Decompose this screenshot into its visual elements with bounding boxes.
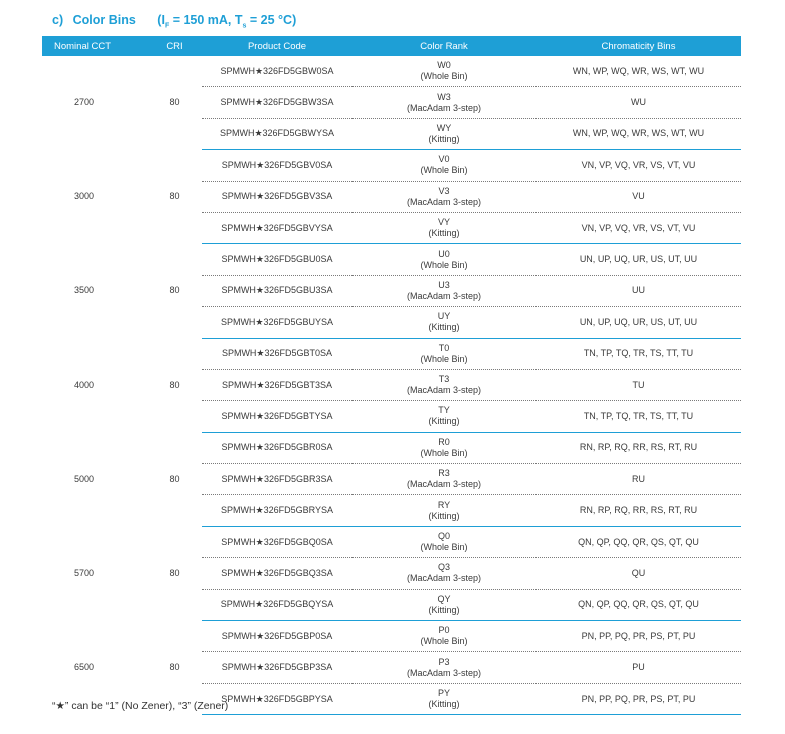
cell-product-code: SPMWH★326FD5GBTYSA (202, 401, 352, 432)
cell-chromaticity-bins: TN, TP, TQ, TR, TS, TT, TU (536, 401, 741, 432)
cell-chromaticity-bins: QN, QP, QQ, QR, QS, QT, QU (536, 526, 741, 557)
color-rank-code: P0 (438, 625, 450, 636)
cell-cri: 80 (169, 191, 180, 202)
cell-color-rank (352, 150, 536, 181)
cell-product-code: SPMWH★326FD5GBP3SA (202, 652, 352, 683)
cell-cri: 80 (169, 473, 180, 484)
cell-product-code: SPMWH★326FD5GBR3SA (202, 464, 352, 495)
color-rank-code: QY (437, 593, 451, 604)
cell-chromaticity-bins: PU (536, 652, 741, 683)
cell-color-rank (352, 558, 536, 589)
cell-product-code: SPMWH★326FD5GBW0SA (202, 56, 352, 87)
color-rank-code: V0 (438, 154, 450, 165)
cell-product-code: SPMWH★326FD5GBV3SA (202, 181, 352, 212)
cell-color-rank (352, 526, 536, 557)
cell-color-rank (352, 432, 536, 463)
table-row (42, 432, 741, 463)
color-rank-note: (Kitting) (428, 133, 460, 144)
color-rank-code: UY (437, 311, 451, 322)
cell-product-code: SPMWH★326FD5GBUYSA (202, 307, 352, 338)
color-rank-note: (MacAdam 3-step) (406, 290, 482, 301)
cell-nominal-cct: 6500 (74, 662, 95, 673)
cell-product-code: SPMWH★326FD5GBT0SA (202, 338, 352, 369)
color-rank-code: P3 (438, 656, 450, 667)
cell-chromaticity-bins: UN, UP, UQ, UR, US, UT, UU (536, 244, 741, 275)
table-row (42, 338, 741, 369)
cell-product-code: SPMWH★326FD5GBR0SA (202, 432, 352, 463)
cell-color-rank (352, 464, 536, 495)
cell-nominal-cct: 5700 (74, 567, 95, 578)
cell-color-rank (352, 369, 536, 400)
cell-product-code: SPMWH★326FD5GBRYSA (202, 495, 352, 526)
cell-cri: 80 (169, 285, 180, 296)
cell-product-code: SPMWH★326FD5GBW3SA (202, 87, 352, 118)
cell-chromaticity-bins: QN, QP, QQ, QR, QS, QT, QU (536, 589, 741, 620)
cell-product-code: SPMWH★326FD5GBQYSA (202, 589, 352, 620)
cell-nominal-cct: 3500 (74, 285, 95, 296)
cell-chromaticity-bins: UU (536, 275, 741, 306)
color-rank-note: (Whole Bin) (420, 542, 468, 553)
header-color-rank: Color Rank (352, 36, 536, 56)
color-rank-code: U0 (438, 248, 450, 259)
color-rank-note: (Kitting) (428, 322, 460, 333)
color-rank-code: T0 (438, 342, 450, 353)
color-rank-code: V3 (438, 185, 450, 196)
color-rank-note: (Kitting) (428, 699, 460, 709)
header-nominal-cct: Nominal CCT (42, 36, 147, 56)
cell-chromaticity-bins: TN, TP, TQ, TR, TS, TT, TU (536, 338, 741, 369)
cell-color-rank (352, 401, 536, 432)
color-rank-note: (Whole Bin) (420, 259, 468, 270)
color-rank-note: (Kitting) (428, 228, 460, 239)
header-cri: CRI (147, 36, 202, 56)
cell-chromaticity-bins: PN, PP, PQ, PR, PS, PT, PU (536, 683, 741, 714)
color-rank-code: TY (438, 405, 450, 416)
cell-chromaticity-bins: WN, WP, WQ, WR, WS, WT, WU (536, 56, 741, 87)
color-rank-note: (Whole Bin) (420, 165, 468, 176)
color-rank-code: R0 (438, 436, 450, 447)
cell-cri: 80 (169, 97, 180, 108)
cell-chromaticity-bins: VU (536, 181, 741, 212)
cell-nominal-cct: 4000 (74, 379, 95, 390)
cell-chromaticity-bins: PN, PP, PQ, PR, PS, PT, PU (536, 621, 741, 652)
cell-color-rank (352, 118, 536, 149)
color-bins-table (42, 36, 741, 715)
color-rank-note: (MacAdam 3-step) (406, 573, 482, 584)
color-rank-note: (Kitting) (428, 604, 460, 615)
color-rank-code: R3 (438, 468, 450, 479)
color-rank-code: Q0 (437, 531, 450, 542)
cell-chromaticity-bins: QU (536, 558, 741, 589)
color-rank-note: (Whole Bin) (420, 71, 468, 82)
color-rank-note: (Kitting) (428, 416, 460, 427)
table-row (42, 526, 741, 557)
cell-chromaticity-bins: RN, RP, RQ, RR, RS, RT, RU (536, 432, 741, 463)
cell-color-rank (352, 212, 536, 243)
cell-product-code: SPMWH★326FD5GBU3SA (202, 275, 352, 306)
table-header-row (42, 36, 741, 56)
cell-product-code: SPMWH★326FD5GBT3SA (202, 369, 352, 400)
cell-cri: 80 (169, 379, 180, 390)
color-rank-code: W3 (437, 91, 451, 102)
header-chromaticity-bins: Chromaticity Bins (536, 36, 741, 56)
header-product-code: Product Code (202, 36, 352, 56)
cell-product-code: SPMWH★326FD5GBU0SA (202, 244, 352, 275)
cell-nominal-cct: 5000 (74, 473, 95, 484)
cell-chromaticity-bins: VN, VP, VQ, VR, VS, VT, VU (536, 150, 741, 181)
cell-product-code: SPMWH★326FD5GBQ3SA (202, 558, 352, 589)
color-rank-note: (Whole Bin) (420, 447, 468, 458)
color-rank-code: U3 (438, 279, 450, 290)
cell-color-rank (352, 589, 536, 620)
cell-color-rank (352, 652, 536, 683)
cell-chromaticity-bins: WU (536, 87, 741, 118)
color-rank-code: WY (436, 122, 452, 133)
cell-cri: 80 (169, 567, 180, 578)
cell-chromaticity-bins: RU (536, 464, 741, 495)
table-row (42, 621, 741, 652)
cell-nominal-cct: 2700 (74, 97, 95, 108)
cell-color-rank (352, 683, 536, 714)
cell-product-code: SPMWH★326FD5GBPYSA (202, 683, 352, 714)
cell-color-rank (352, 181, 536, 212)
section-condition: ($I_F = 150$ mA, $T_s = 25$ °C) (157, 13, 297, 30)
cell-color-rank (352, 338, 536, 369)
cell-color-rank (352, 307, 536, 338)
table-row (42, 56, 741, 87)
table-body (42, 56, 741, 715)
color-rank-note: (MacAdam 3-step) (406, 479, 482, 490)
color-rank-code: W0 (437, 60, 451, 71)
cell-color-rank (352, 621, 536, 652)
cell-color-rank (352, 56, 536, 87)
color-rank-note: (MacAdam 3-step) (406, 667, 482, 678)
cell-product-code: SPMWH★326FD5GBV0SA (202, 150, 352, 181)
cell-nominal-cct: 3000 (74, 191, 95, 202)
cell-cri: 80 (169, 662, 180, 673)
section-label: c) (52, 13, 64, 27)
color-rank-code: VY (437, 217, 450, 228)
cell-product-code: SPMWH★326FD5GBP0SA (202, 621, 352, 652)
cell-chromaticity-bins: VN, VP, VQ, VR, VS, VT, VU (536, 212, 741, 243)
color-rank-note: (MacAdam 3-step) (406, 385, 482, 396)
cell-color-rank (352, 495, 536, 526)
color-rank-code: PY (437, 688, 450, 698)
table-row (42, 244, 741, 275)
cell-product-code: SPMWH★326FD5GBVYSA (202, 212, 352, 243)
cell-color-rank (352, 87, 536, 118)
cell-color-rank (352, 244, 536, 275)
color-rank-code: Q3 (437, 562, 450, 573)
cell-product-code: SPMWH★326FD5GBWYSA (202, 118, 352, 149)
cell-chromaticity-bins: TU (536, 369, 741, 400)
color-rank-note: (MacAdam 3-step) (406, 102, 482, 113)
section-heading: Color Bins (72, 13, 136, 27)
cell-chromaticity-bins: RN, RP, RQ, RR, RS, RT, RU (536, 495, 741, 526)
color-rank-code: T3 (438, 374, 450, 385)
cell-color-rank (352, 275, 536, 306)
cell-product-code: SPMWH★326FD5GBQ0SA (202, 526, 352, 557)
footnote: “★” can be “1” (No Zener), “3” (Zener) (52, 700, 229, 712)
color-rank-note: (MacAdam 3-step) (406, 196, 482, 207)
color-rank-note: (Kitting) (428, 510, 460, 521)
cell-chromaticity-bins: UN, UP, UQ, UR, US, UT, UU (536, 307, 741, 338)
color-rank-note: (Whole Bin) (420, 636, 468, 647)
cell-chromaticity-bins: WN, WP, WQ, WR, WS, WT, WU (536, 118, 741, 149)
color-rank-code: RY (437, 499, 451, 510)
color-rank-note: (Whole Bin) (420, 353, 468, 364)
section-title (52, 13, 296, 30)
table-row (42, 150, 741, 181)
